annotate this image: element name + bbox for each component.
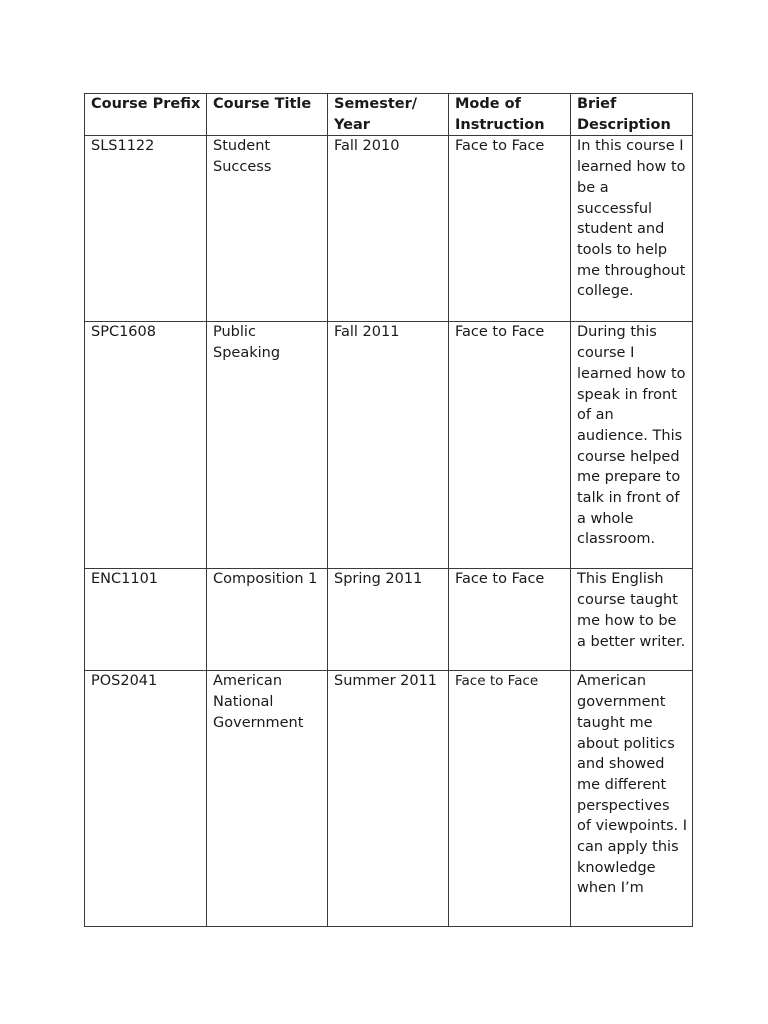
- header-brief-description: Brief Description: [571, 94, 693, 136]
- cell-course-prefix: SLS1122: [85, 136, 207, 322]
- cell-mode-of-instruction: Face to Face: [449, 671, 571, 927]
- cell-mode-of-instruction: Face to Face: [449, 136, 571, 322]
- table-row: [85, 136, 693, 322]
- cell-brief-description: This English course taught me how to be a better writer.: [571, 569, 693, 671]
- cell-semester-year: Fall 2011: [328, 322, 449, 569]
- cell-course-prefix: POS2041: [85, 671, 207, 927]
- cell-course-title: Student Success: [207, 136, 328, 322]
- header-row: [85, 94, 693, 136]
- header-semester-year: Semester/ Year: [328, 94, 449, 136]
- cell-mode-of-instruction: Face to Face: [449, 322, 571, 569]
- table-row: [85, 322, 693, 569]
- cell-course-title: American National Government: [207, 671, 328, 927]
- cell-brief-description: In this course I learned how to be a successful student and tools to help me throughout college.: [571, 136, 693, 322]
- cell-semester-year: Fall 2010: [328, 136, 449, 322]
- cell-semester-year: Summer 2011: [328, 671, 449, 927]
- cell-course-title: Public Speaking: [207, 322, 328, 569]
- cell-course-prefix: ENC1101: [85, 569, 207, 671]
- cell-mode-of-instruction: Face to Face: [449, 569, 571, 671]
- cell-brief-description: During this course I learned how to speak in front of an audience. This course helped me prepare to talk in front of a whole classroom.: [571, 322, 693, 569]
- header-course-title: Course Title: [207, 94, 328, 136]
- course-table: [84, 93, 693, 927]
- cell-course-title: Composition 1: [207, 569, 328, 671]
- cell-brief-description: American government taught me about politics and showed me different perspectives of viewpoints. I can apply this knowledge when I’m: [571, 671, 693, 927]
- table-row: [85, 569, 693, 671]
- cell-semester-year: Spring 2011: [328, 569, 449, 671]
- table-row: [85, 671, 693, 927]
- cell-course-prefix: SPC1608: [85, 322, 207, 569]
- header-mode-of-instruction: Mode of Instruction: [449, 94, 571, 136]
- table-header: [85, 94, 693, 136]
- table-body: [85, 136, 693, 927]
- header-course-prefix: Course Prefix: [85, 94, 207, 136]
